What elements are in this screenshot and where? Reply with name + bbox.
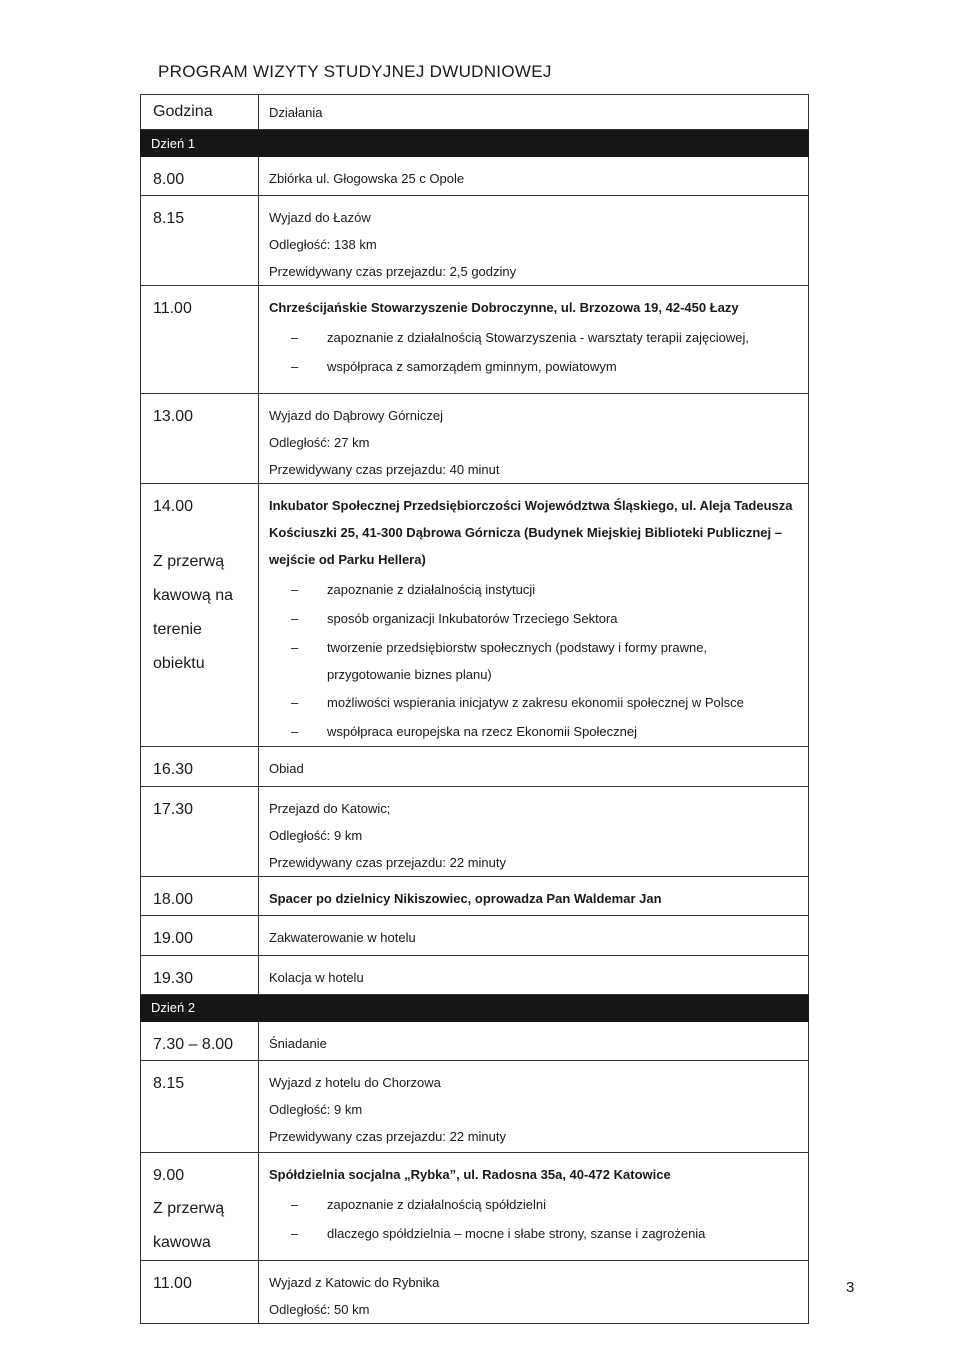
row-distance: Odległość: 138 km xyxy=(269,237,377,253)
list-item: – dlaczego spółdzielnia – mocne i słabe strony, szanse i zagrożenia xyxy=(269,1219,808,1248)
row-note: kawowa xyxy=(153,1233,211,1251)
table-row xyxy=(141,157,809,196)
row-note: terenie xyxy=(153,620,202,638)
table-row xyxy=(141,286,809,394)
document-title: PROGRAM WIZYTY STUDYJNEJ DWUDNIOWEJ xyxy=(158,62,552,81)
row-time: 8.15 xyxy=(141,1061,259,1153)
row-activity: Wyjazd do Łazów xyxy=(269,210,371,226)
row-time: 13.00 xyxy=(141,394,259,484)
row-time: 17.30 xyxy=(141,786,259,876)
row-heading: Inkubator Społecznej Przedsiębiorczości Województwa Śląskiego, ul. Aleja Tadeusza Kościuszki 25, 41-300 Dąbrowa Górnicza (Budynek Miejskiej Biblioteki Publicznej – wejście od Parku Hellera) xyxy=(269,498,793,568)
table-header-row xyxy=(141,95,809,130)
table-row xyxy=(141,196,809,286)
day-header-row xyxy=(141,994,809,1021)
row-note: kawową na xyxy=(153,586,234,604)
row-note: Z przerwą xyxy=(153,552,225,570)
row-travel-time: Przewidywany czas przejazdu: 22 minuty xyxy=(269,1129,506,1145)
row-time: 11.00 xyxy=(141,286,259,394)
row-activity: Zakwaterowanie w hotelu xyxy=(269,930,416,946)
bullet-list xyxy=(269,323,808,381)
table-row xyxy=(141,876,809,915)
day1-label: Dzień 1 xyxy=(141,130,809,157)
row-time: 18.00 xyxy=(141,876,259,915)
table-row xyxy=(141,747,809,786)
row-activity: Wyjazd z hotelu do Chorzowa xyxy=(269,1075,441,1091)
row-travel-time: Przewidywany czas przejazdu: 2,5 godziny xyxy=(269,264,517,280)
row-time: 7.30 – 8.00 xyxy=(141,1021,259,1060)
list-item: – zapoznanie z działalnością Stowarzyszenia - warsztaty terapii zajęciowej, xyxy=(269,323,808,352)
row-activity: Obiad xyxy=(269,761,304,777)
day-header-row xyxy=(141,130,809,157)
row-time: 8.15 xyxy=(141,196,259,286)
day2-label: Dzień 2 xyxy=(141,994,809,1021)
table-row xyxy=(141,955,809,994)
table-row xyxy=(141,1021,809,1060)
header-activity: Działania xyxy=(259,95,809,130)
row-time: 19.00 xyxy=(141,916,259,955)
row-note: obiektu xyxy=(153,654,205,672)
row-distance: Odległość: 9 km xyxy=(269,1102,363,1118)
list-item: – zapoznanie z działalnością spółdzielni xyxy=(269,1190,808,1219)
list-item-continuation: przygotowanie biznes planu) xyxy=(327,667,492,683)
table-row xyxy=(141,786,809,876)
header-time: Godzina xyxy=(141,95,259,130)
row-time: 19.30 xyxy=(141,955,259,994)
program-table xyxy=(140,94,809,1324)
row-heading: Chrześcijańskie Stowarzyszenie Dobroczynne, ul. Brzozowa 19, 42-450 Łazy xyxy=(269,300,739,316)
list-item: – sposób organizacji Inkubatorów Trzeciego Sektora xyxy=(269,604,808,633)
row-note: Z przerwą xyxy=(153,1199,225,1217)
row-time: 8.00 xyxy=(141,157,259,196)
table-row xyxy=(141,1260,809,1323)
row-activity: Śniadanie xyxy=(269,1035,327,1051)
table-row xyxy=(141,484,809,747)
row-activity: Wyjazd z Katowic do Rybnika xyxy=(269,1274,440,1290)
row-time: 14.00 xyxy=(153,498,194,516)
row-time: 11.00 xyxy=(141,1260,259,1323)
bullet-list xyxy=(269,575,808,746)
row-activity: Kolacja w hotelu xyxy=(269,969,364,985)
row-distance: Odległość: 9 km xyxy=(269,827,363,843)
list-item: – tworzenie przedsiębiorstw społecznych (podstawy i formy prawne, przygotowanie biznes planu) xyxy=(269,633,808,688)
table-row xyxy=(141,1153,809,1260)
row-activity: Zbiórka ul. Głogowska 25 c Opole xyxy=(269,171,465,186)
row-activity: Wyjazd do Dąbrowy Górniczej xyxy=(269,408,444,424)
table-row xyxy=(141,1061,809,1153)
row-time: 9.00 xyxy=(153,1167,185,1185)
row-distance: Odległość: 27 km xyxy=(269,435,370,451)
list-item: – możliwości wspierania inicjatyw z zakresu ekonomii społecznej w Polsce xyxy=(269,688,808,717)
row-activity: Przejazd do Katowic; xyxy=(269,800,391,816)
row-travel-time: Przewidywany czas przejazdu: 40 minut xyxy=(269,462,500,478)
list-item: – zapoznanie z działalnością instytucji xyxy=(269,575,808,604)
table-row xyxy=(141,916,809,955)
page-number: 3 xyxy=(846,1279,855,1296)
row-travel-time: Przewidywany czas przejazdu: 22 minuty xyxy=(269,854,506,870)
row-distance: Odległość: 50 km xyxy=(269,1301,370,1317)
row-heading: Spółdzielnia socjalna „Rybka”, ul. Radosna 35a, 40-472 Katowice xyxy=(269,1167,671,1183)
row-heading: Spacer po dzielnicy Nikiszowiec, oprowadza Pan Waldemar Jan xyxy=(269,890,662,906)
table-row xyxy=(141,394,809,484)
row-time: 16.30 xyxy=(141,747,259,786)
bullet-list xyxy=(269,1190,808,1248)
list-item: – współpraca z samorządem gminnym, powiatowym xyxy=(269,352,808,381)
list-item: – współpraca europejska na rzecz Ekonomii Społecznej xyxy=(269,717,808,746)
